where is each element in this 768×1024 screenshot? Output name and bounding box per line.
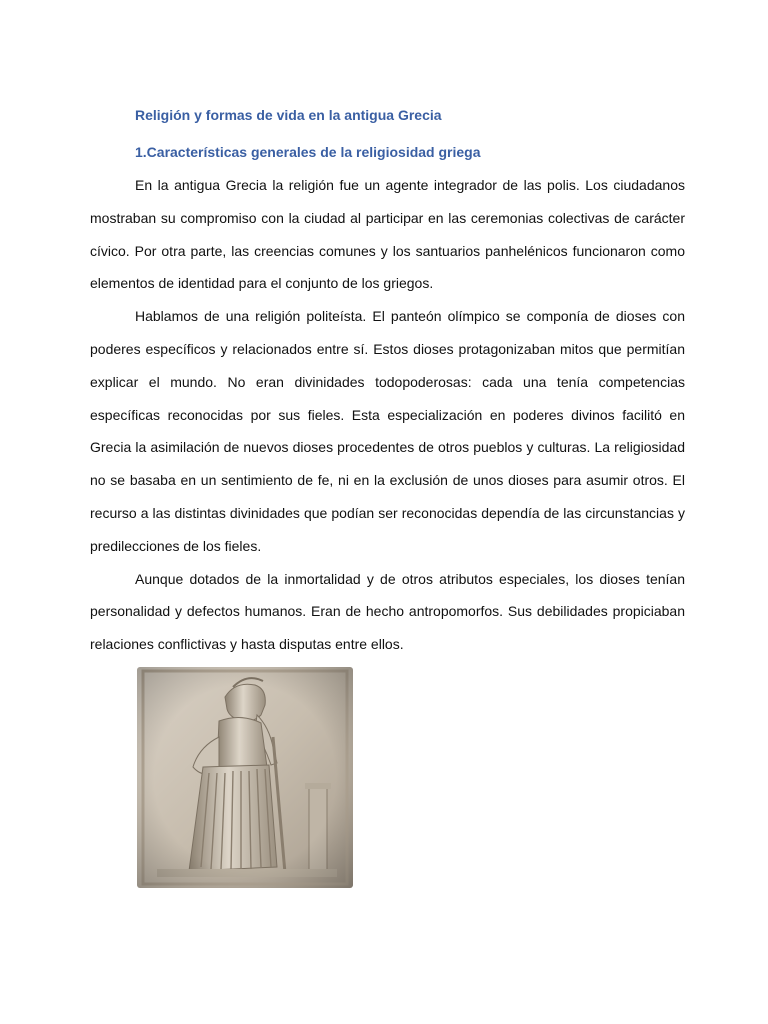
- paragraph-line: no se basaba en un sentimiento de fe, ni en la exclusión de unos dioses para asumir otros. El: [90, 472, 685, 489]
- paragraph-2: [90, 300, 685, 562]
- paragraph-line: recurso a las distintas divinidades que podían ser reconocidas dependía de las circunstancias y: [90, 504, 685, 521]
- paragraph-line: Hablamos de una religión politeísta. El panteón olímpico se componía de dioses con: [135, 308, 685, 325]
- paragraph-line: específicas reconocidas por sus fieles. Esta especialización en poderes divinos facilitó en: [90, 406, 685, 423]
- paragraph-line: cívico. Por otra parte, las creencias comunes y los santuarios panhelénicos funcionaron como: [90, 242, 685, 259]
- paragraph-line: poderes específicos y relacionados entre sí. Estos dioses protagonizaban mitos que permitían: [90, 340, 685, 357]
- document-title: Religión y formas de vida en la antigua Grecia: [135, 107, 442, 123]
- paragraph-line: personalidad y defectos humanos. Eran de hecho antropomorfos. Sus debilidades propiciaban: [90, 603, 685, 620]
- section-heading: 1.Características generales de la religiosidad griega: [135, 144, 481, 160]
- paragraph-3: [90, 563, 685, 661]
- relief-illustration: [137, 667, 353, 888]
- paragraph-line: elementos de identidad para el conjunto de los griegos.: [90, 275, 434, 292]
- paragraph-line: predilecciones de los fieles.: [90, 537, 262, 554]
- paragraph-line: En la antigua Grecia la religión fue un agente integrador de las polis. Los ciudadanos: [135, 177, 685, 193]
- paragraph-line: Grecia la asimilación de nuevos dioses procedentes de otros pueblos y culturas. La religiosidad: [90, 439, 685, 456]
- athena-relief-image: [137, 667, 353, 888]
- paragraph-line: explicar el mundo. No eran divinidades todopoderosas: cada una tenía competencias: [90, 373, 685, 390]
- paragraph-line: mostraban su compromiso con la ciudad al participar en las ceremonias colectivas de carácter: [90, 209, 685, 226]
- body-text: [90, 169, 685, 661]
- paragraph-1: [90, 169, 685, 300]
- paragraph-line: Aunque dotados de la inmortalidad y de otros atributos especiales, los dioses tenían: [135, 570, 685, 587]
- paragraph-line: relaciones conflictivas y hasta disputas entre ellos.: [90, 636, 404, 653]
